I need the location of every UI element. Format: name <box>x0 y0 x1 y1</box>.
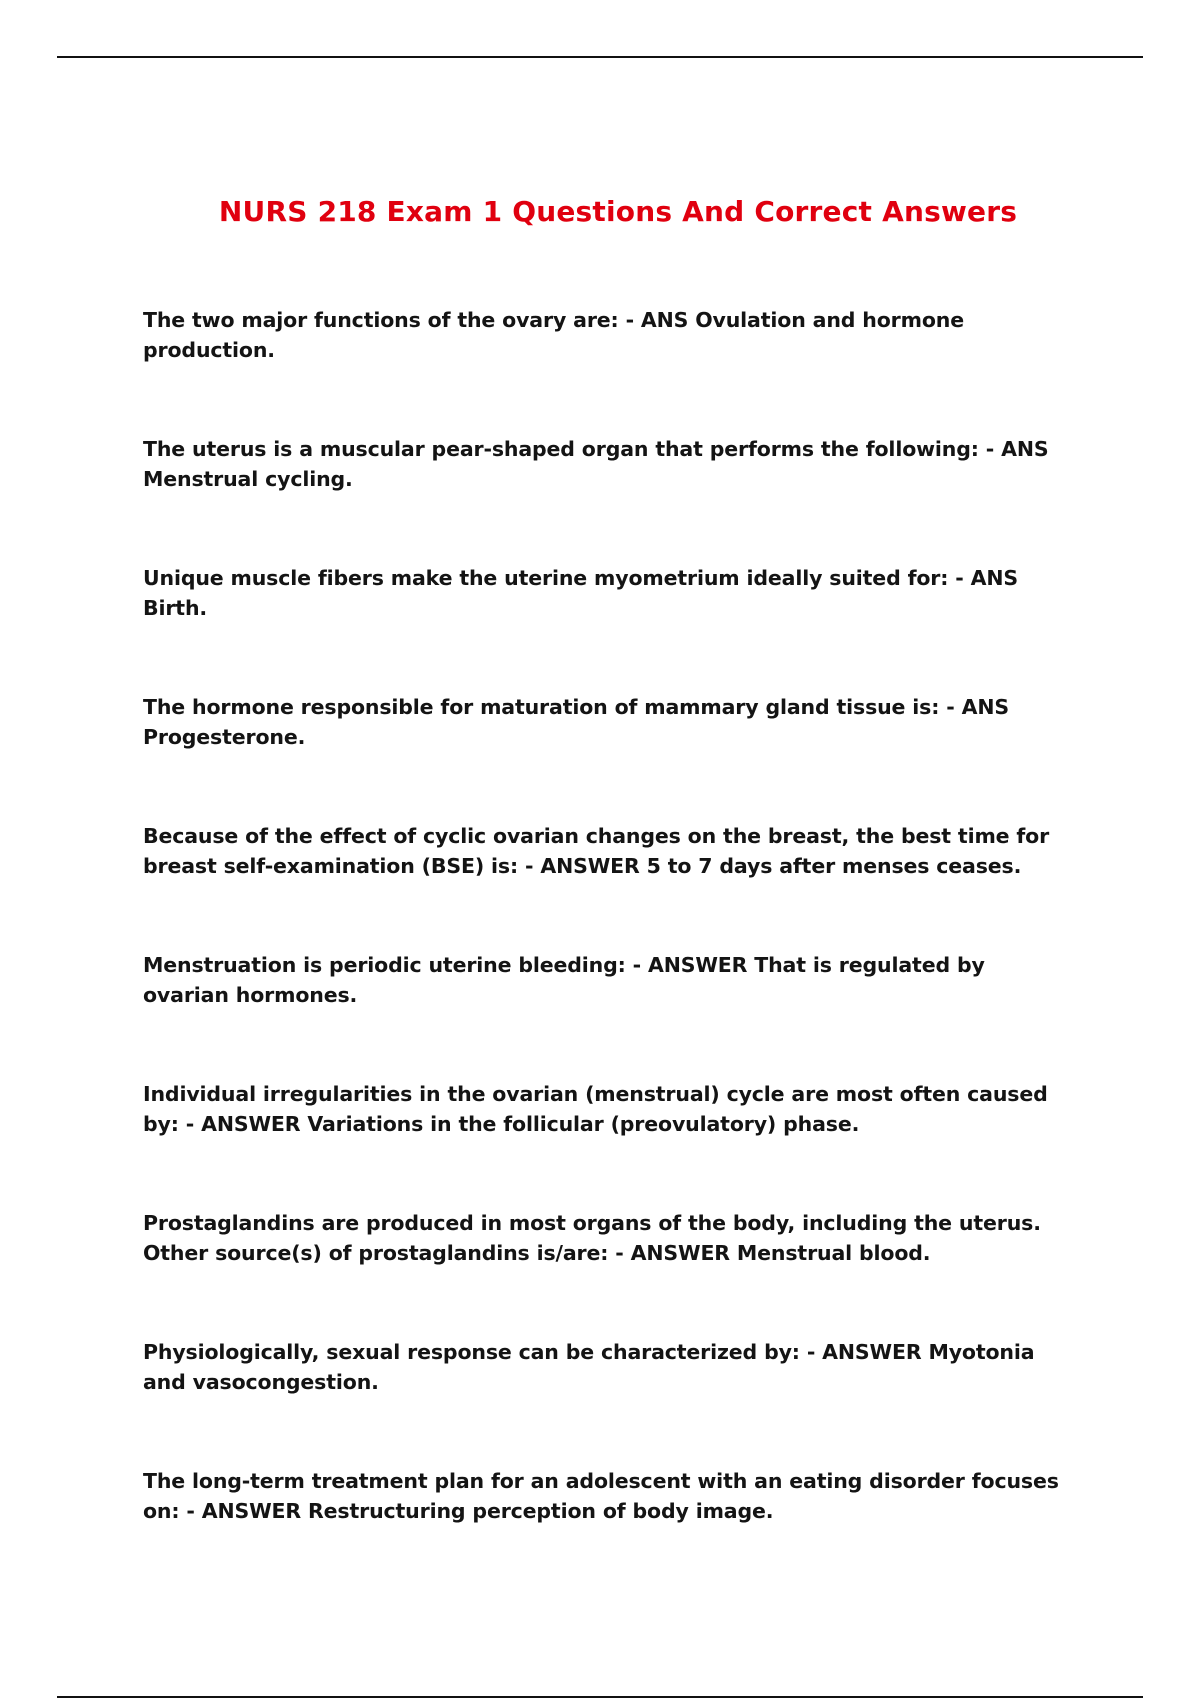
qa-item-5: Because of the effect of cyclic ovarian changes on the breast, the best time for breast self-examination (BSE) is: - ANSWER 5 to 7 days after menses ceases. <box>143 824 1050 878</box>
top-rule <box>57 56 1143 58</box>
document-title: NURS 218 Exam 1 Questions And Correct Answers <box>218 195 1018 228</box>
qa-list <box>143 305 1073 1595</box>
qa-item-3: Unique muscle fibers make the uterine myometrium ideally suited for: - ANS Birth. <box>143 566 1018 620</box>
bottom-rule <box>57 1696 1143 1698</box>
qa-item-4: The hormone responsible for maturation of mammary gland tissue is: - ANS Progesterone. <box>143 695 1009 749</box>
qa-item-9: Physiologically, sexual response can be characterized by: - ANSWER Myotonia and vasocongestion. <box>143 1340 1035 1394</box>
qa-item-8: Prostaglandins are produced in most organs of the body, including the uterus. Other source(s) of prostaglandins is/are: - ANSWER Menstrual blood. <box>143 1211 1041 1265</box>
qa-item-1: The two major functions of the ovary are: - ANS Ovulation and hormone production. <box>143 308 964 362</box>
qa-item-7: Individual irregularities in the ovarian (menstrual) cycle are most often caused by: - ANSWER Variations in the follicular (preovulatory) phase. <box>143 1082 1048 1136</box>
qa-item-10: The long-term treatment plan for an adolescent with an eating disorder focuses on: - ANSWER Restructuring perception of body image. <box>143 1469 1059 1523</box>
qa-item-2: The uterus is a muscular pear-shaped organ that performs the following: - ANS Menstrual cycling. <box>143 437 1049 491</box>
qa-item-6: Menstruation is periodic uterine bleeding: - ANSWER That is regulated by ovarian hormones. <box>143 953 985 1007</box>
